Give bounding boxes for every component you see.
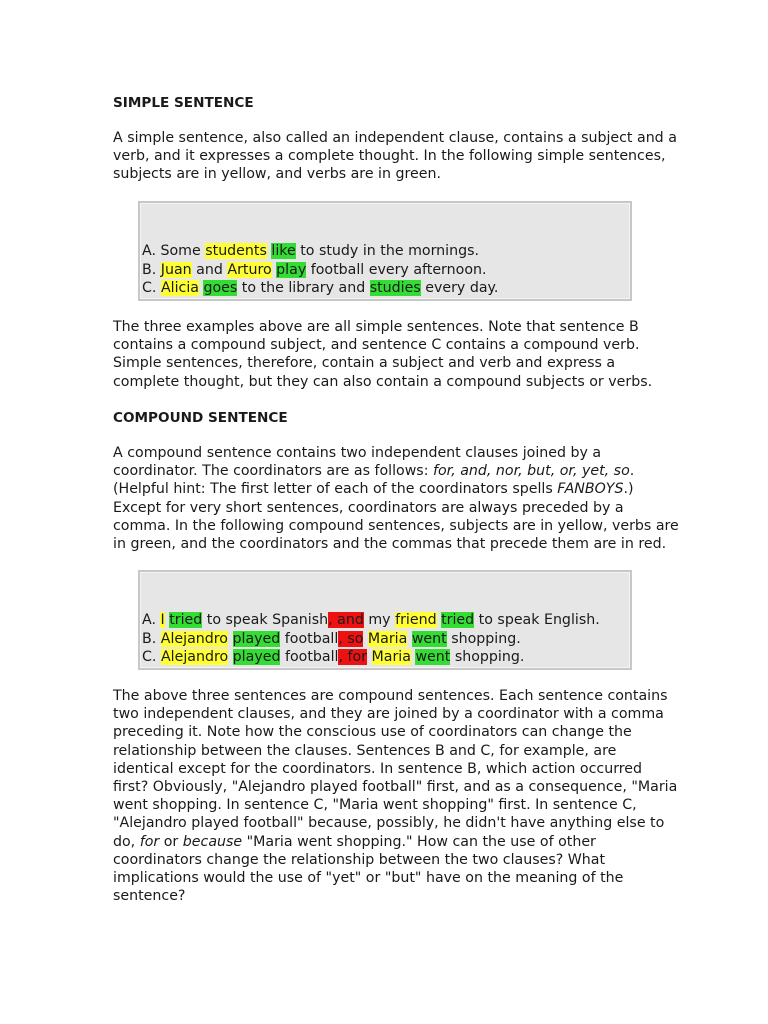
text-line	[113, 723, 673, 741]
text-run	[367, 649, 372, 665]
subject-highlight: Maria	[371, 648, 411, 665]
text-run: two independent clauses, and they are joined by a coordinator with a comma	[113, 706, 664, 723]
verb-highlight: like	[271, 243, 296, 260]
text-run: C.	[142, 648, 161, 665]
text-run: first? Obviously, "Alejandro played football" first, and as a consequence, "Maria	[113, 779, 678, 796]
text-run: and	[191, 261, 228, 278]
italic-text: because	[182, 833, 243, 850]
italic-text: FANBOYS	[557, 481, 624, 498]
text-run: do,	[113, 833, 140, 850]
coordinator-highlight: , so	[338, 630, 364, 647]
text-line	[113, 814, 673, 832]
subject-highlight: Arturo	[227, 261, 272, 278]
text-line	[113, 778, 678, 796]
text-line	[113, 444, 673, 462]
text-line	[113, 705, 673, 723]
text-line	[142, 648, 600, 666]
text-line	[142, 630, 600, 648]
text-line	[142, 261, 498, 279]
text-line	[113, 480, 673, 498]
text-line	[142, 279, 498, 297]
text-line: contains a compound subject, and sentence C contains a compound verb.	[113, 337, 640, 354]
text-run: Except for very short sentences, coordinators are always preceded by a	[113, 499, 624, 516]
text-run: relationship between the clauses. Sentences B and C, for example, are	[113, 742, 617, 759]
text-line	[113, 535, 673, 553]
coordinator-highlight: , for	[338, 648, 367, 665]
text-line	[113, 742, 673, 760]
text-run: or	[159, 833, 183, 850]
verb-highlight: went	[411, 630, 447, 647]
subject-highlight: friend	[395, 612, 437, 629]
text-run: football	[280, 630, 339, 647]
text-line	[142, 242, 498, 260]
text-run: "Alejandro played football" because, possibly, he didn't have anything else to	[113, 815, 665, 832]
text-run: football every afternoon.	[306, 261, 487, 278]
verb-highlight: play	[276, 261, 307, 278]
text-run: A.	[142, 612, 161, 629]
verb-highlight: tried	[169, 612, 203, 629]
text-run: to the library and	[237, 279, 370, 296]
simple-explanation-paragraph	[113, 318, 673, 391]
verb-highlight: goes	[203, 279, 238, 296]
simple-sentence-heading: SIMPLE SENTENCE	[113, 95, 254, 111]
verb-highlight: went	[415, 648, 451, 665]
text-line	[113, 517, 679, 535]
text-run: shopping.	[450, 648, 525, 665]
text-run: implications would the use of "yet" or "but" have on the meaning of the	[113, 870, 624, 887]
text-run: football	[280, 648, 339, 665]
text-line	[113, 687, 673, 705]
text-line	[113, 887, 673, 905]
verb-highlight: studies	[369, 279, 421, 296]
text-run: "Maria went shopping." How can the use of other	[242, 833, 596, 850]
text-run: to study in the mornings.	[295, 243, 479, 260]
text-run: identical except for the coordinators. In sentence B, which action occurred	[113, 760, 643, 777]
text-line: A simple sentence, also called an independent clause, contains a subject and a	[113, 130, 677, 146]
text-line	[113, 499, 673, 517]
text-run: comma. In the following compound sentences, subjects are in yellow, verbs are	[113, 517, 679, 534]
text-line	[113, 462, 673, 480]
text-run: A. Some	[142, 243, 206, 260]
text-run: every day.	[420, 279, 499, 296]
compound-examples-box	[138, 570, 632, 670]
text-run: preceding it. Note how the conscious use of coordinators can change the	[113, 724, 632, 741]
text-line: The three examples above are all simple sentences. Note that sentence B	[113, 319, 639, 335]
compound-sentence-heading: COMPOUND SENTENCE	[113, 410, 288, 426]
text-run: B.	[142, 261, 161, 278]
italic-text: for	[139, 833, 160, 850]
subject-highlight: Alejandro	[160, 648, 229, 665]
subject-highlight: I	[160, 612, 165, 629]
text-run: C.	[142, 279, 161, 296]
text-run: The above three sentences are compound sentences. Each sentence contains	[113, 688, 668, 704]
text-line: subjects are in yellow, and verbs are in green.	[113, 166, 441, 183]
text-run: A compound sentence contains two independent clauses joined by a	[113, 445, 602, 461]
subject-highlight: students	[205, 243, 267, 260]
text-run: .	[629, 463, 635, 480]
simple-examples	[142, 242, 498, 297]
simple-examples-box	[138, 201, 632, 301]
compound-explanation-paragraph	[113, 687, 678, 905]
coordinator-highlight: , and	[328, 612, 364, 629]
verb-highlight: played	[232, 630, 281, 647]
subject-highlight: Alejandro	[160, 630, 228, 647]
text-run: coordinator. The coordinators are as follows:	[113, 463, 433, 480]
text-run: coordinators change the relationship between the two clauses? What	[113, 851, 606, 868]
text-line	[113, 851, 673, 869]
text-run: in green, and the coordinators and the commas that precede them are in red.	[113, 536, 667, 553]
compound-examples	[142, 611, 600, 666]
verb-highlight: tried	[441, 612, 475, 629]
subject-highlight: Alicia	[160, 279, 199, 296]
text-line	[113, 796, 673, 814]
text-run: to speak English.	[474, 612, 600, 629]
text-line: verb, and it expresses a complete thought. In the following simple sentences,	[113, 148, 666, 165]
text-run: went shopping. In sentence C, "Maria went shopping" first. In sentence C,	[113, 797, 637, 814]
text-run: .)	[623, 481, 634, 498]
text-run	[228, 649, 233, 665]
compound-intro-paragraph	[113, 444, 679, 553]
text-run: shopping.	[446, 630, 521, 647]
text-run: sentence?	[113, 888, 186, 905]
verb-highlight: played	[232, 648, 281, 665]
simple-intro-paragraph	[113, 129, 677, 184]
text-line	[113, 760, 673, 778]
text-run: (Helpful hint: The first letter of each of the coordinators spells	[113, 481, 558, 498]
text-run: to speak Spanish	[202, 612, 329, 629]
text-line	[142, 611, 600, 629]
text-line	[113, 833, 673, 851]
subject-highlight: Juan	[160, 261, 192, 278]
text-run: B.	[142, 630, 161, 647]
text-line	[113, 869, 673, 887]
text-line: complete thought, but they can also contain a compound subjects or verbs.	[113, 373, 653, 390]
italic-text: for, and, nor, but, or, yet, so	[433, 463, 630, 480]
subject-highlight: Maria	[367, 630, 408, 647]
text-run: my	[363, 612, 396, 629]
text-line: Simple sentences, therefore, contain a subject and verb and express a	[113, 355, 616, 372]
text-run	[228, 631, 233, 647]
